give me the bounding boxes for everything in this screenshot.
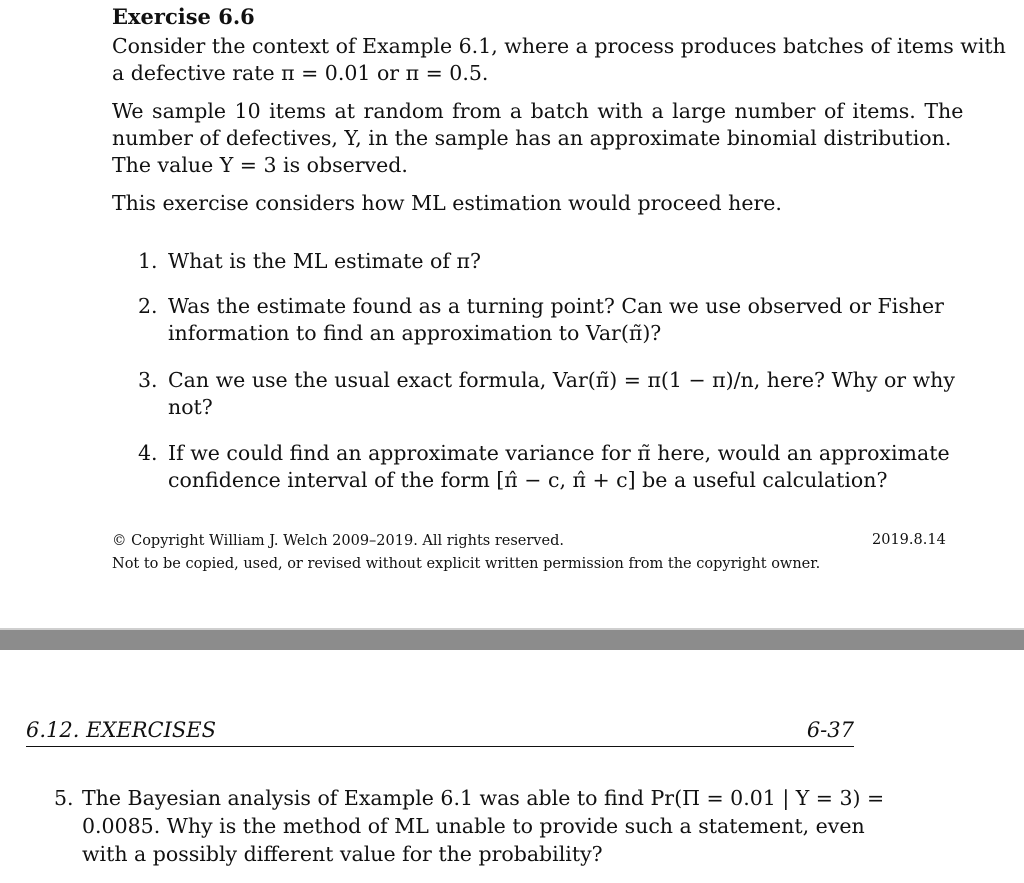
- section-title: 6.12. EXERCISES: [26, 718, 216, 742]
- question-body: [168, 367, 955, 421]
- sample-line: We sample 10 items at random from a batch with a large number of items. The: [112, 99, 964, 123]
- question-line: information to find an approximation to Var(π̃)?: [168, 321, 662, 345]
- question-line: Can we use the usual exact formula, Var(π̃) = π(1 − π)/n, here? Why or why: [168, 368, 955, 392]
- page-number: 6-37: [806, 718, 854, 742]
- question-line: What is the ML estimate of π?: [168, 249, 481, 273]
- question-number: 3.: [138, 368, 158, 392]
- question-line: 0.0085. Why is the method of ML unable to provide such a statement, even: [82, 814, 865, 838]
- copyright-restriction: Not to be copied, used, or revised without explicit written permission from the copyright owner.: [112, 556, 821, 572]
- question-number: 4.: [138, 441, 158, 465]
- question-body: [168, 440, 950, 494]
- question-body: [82, 784, 885, 868]
- question-line: not?: [168, 395, 213, 419]
- document-date: 2019.8.14: [872, 532, 946, 548]
- purpose-line: This exercise considers how ML estimation would proceed here.: [112, 191, 782, 215]
- page-separator: [0, 628, 1024, 650]
- question-line: with a possibly different value for the probability?: [82, 842, 603, 866]
- intro-line: a defective rate π = 0.01 or π = 0.5.: [112, 61, 489, 85]
- question-number: 2.: [138, 294, 158, 318]
- running-header: [26, 718, 854, 747]
- question-body: [168, 293, 944, 347]
- sample-paragraph: [112, 98, 964, 179]
- exercise-title: Exercise 6.6: [112, 4, 255, 29]
- question-number: 5.: [54, 786, 74, 810]
- question-line: The Bayesian analysis of Example 6.1 was able to find Pr(Π = 0.01 | Y = 3) =: [82, 786, 885, 810]
- copyright-notice: © Copyright William J. Welch 2009–2019. All rights reserved.: [112, 533, 564, 549]
- intro-line: Consider the context of Example 6.1, where a process produces batches of items with: [112, 34, 1006, 58]
- question-body: [168, 248, 938, 275]
- question-line: confidence interval of the form [π̂ − c, π̂ + c] be a useful calculation?: [168, 468, 888, 492]
- intro-paragraph: [112, 33, 1006, 87]
- question-line: Was the estimate found as a turning point? Can we use observed or Fisher: [168, 294, 944, 318]
- question-line: If we could find an approximate variance for π̃ here, would an approximate: [168, 441, 950, 465]
- purpose-paragraph: [112, 190, 938, 217]
- sample-line: The value Y = 3 is observed.: [112, 153, 408, 177]
- sample-line: number of defectives, Y, in the sample has an approximate binomial distribution.: [112, 126, 952, 150]
- question-number: 1.: [138, 249, 158, 273]
